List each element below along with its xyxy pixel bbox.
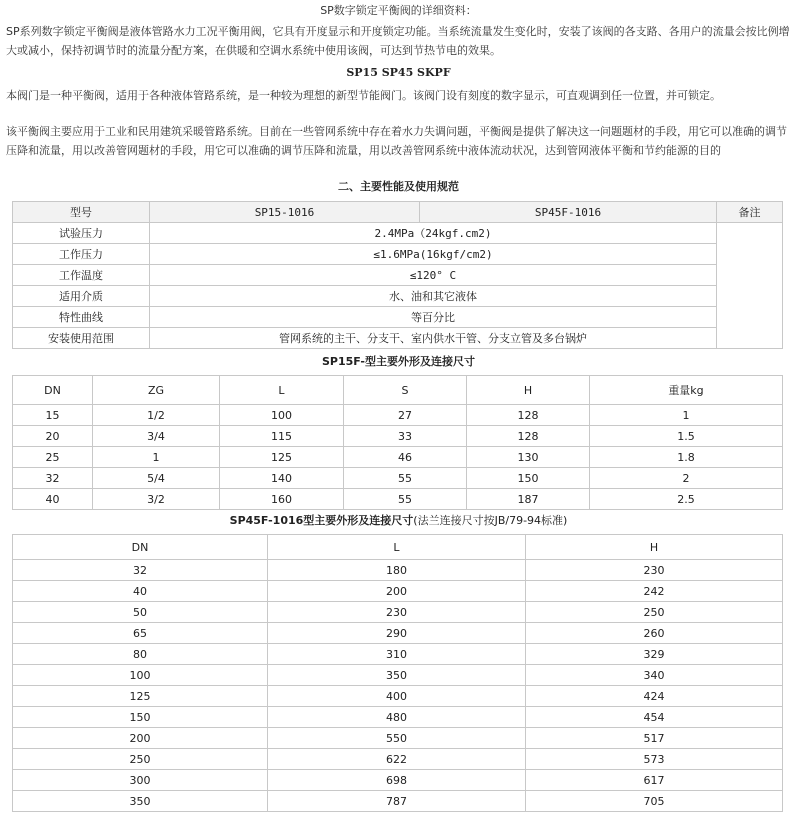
- spec-heading: 二、主要性能及使用规范: [338, 180, 459, 193]
- table-cell: 25: [13, 447, 93, 468]
- table-cell: 260: [526, 623, 783, 644]
- table-cell: 15: [13, 405, 93, 426]
- table-cell: 230: [526, 560, 783, 581]
- table-cell: 65: [13, 623, 268, 644]
- sp15-header-cell: 重量kg: [590, 376, 783, 405]
- spec-label: 适用介质: [13, 286, 150, 307]
- sp45-heading-line: [0, 512, 797, 530]
- sp45-heading-note: (法兰连接尺寸按JB/79-94标准): [413, 514, 568, 527]
- spec-label: 特性曲线: [13, 307, 150, 328]
- spec-header-sp45: SP45F-1016: [420, 202, 717, 223]
- table-row: [13, 644, 783, 665]
- models-heading: SP15 SP45 SKPF: [346, 66, 451, 79]
- table-cell: 100: [220, 405, 344, 426]
- spec-value: 管网系统的主干、分支干、室内供水干管、分支立管及多台锅炉: [150, 328, 717, 349]
- spec-row: [13, 244, 783, 265]
- table-row: [13, 489, 783, 510]
- table-cell: 27: [344, 405, 467, 426]
- table-cell: 230: [268, 602, 526, 623]
- table-cell: 180: [268, 560, 526, 581]
- sp45-heading: SP45F-1016型主要外形及连接尺寸: [229, 514, 414, 527]
- intro-paragraph: SP系列数字锁定平衡阀是液体管路水力工况平衡用阀，它具有开度显示和开度锁定功能。当系统流量发生变化时，安装了该阀的各支路、各用户的流量会按比例增大或减小，保持初调节时的流量分配方案，在供暖和空调水系统中使用该阀，可达到节热节电的效果。: [6, 25, 790, 57]
- sp15-table-body: [13, 405, 783, 510]
- table-cell: 1/2: [93, 405, 220, 426]
- spec-value: ≤120° C: [150, 265, 717, 286]
- table-cell: 787: [268, 791, 526, 812]
- table-cell: 130: [467, 447, 590, 468]
- table-cell: 350: [13, 791, 268, 812]
- spec-row: [13, 307, 783, 328]
- spec-row: [13, 265, 783, 286]
- table-row: [13, 560, 783, 581]
- table-cell: 550: [268, 728, 526, 749]
- table-cell: 454: [526, 707, 783, 728]
- sp15-header-row: [13, 376, 783, 405]
- sp45-header-row: [13, 535, 783, 560]
- spec-row: [13, 223, 783, 244]
- table-cell: 40: [13, 581, 268, 602]
- table-cell: 55: [344, 489, 467, 510]
- table-cell: 150: [13, 707, 268, 728]
- table-cell: 115: [220, 426, 344, 447]
- table-cell: 32: [13, 560, 268, 581]
- table-row: [13, 686, 783, 707]
- sp15-header-cell: L: [220, 376, 344, 405]
- spec-row: [13, 286, 783, 307]
- table-cell: 140: [220, 468, 344, 489]
- table-cell: 290: [268, 623, 526, 644]
- table-cell: 125: [220, 447, 344, 468]
- table-cell: 100: [13, 665, 268, 686]
- table-cell: 329: [526, 644, 783, 665]
- sp15-header-cell: ZG: [93, 376, 220, 405]
- table-cell: 125: [13, 686, 268, 707]
- table-cell: 40: [13, 489, 93, 510]
- table-cell: 128: [467, 405, 590, 426]
- table-cell: 310: [268, 644, 526, 665]
- application-paragraph: 该平衡阀主要应用于工业和民用建筑采暖管路系统。目前在一些管网系统中存在着水力失调问题，平衡阀是提供了解决这一问题题材的手段，用它可以准确的调节压降和流量，用以改善管网题材的手段，用它可以准确的调节压降和流量，用以改善管网系统中液体流动状况，达到管网液体平衡和节约能源的目的: [6, 125, 787, 157]
- sp15-header-cell: DN: [13, 376, 93, 405]
- table-cell: 242: [526, 581, 783, 602]
- table-cell: 3/4: [93, 426, 220, 447]
- spec-remark-cell: [717, 223, 783, 349]
- spec-header-remark: 备注: [717, 202, 783, 223]
- sp45-dimensions-table: [12, 534, 783, 812]
- spec-label: 安装使用范围: [13, 328, 150, 349]
- spec-table: [12, 201, 783, 349]
- table-cell: 32: [13, 468, 93, 489]
- table-cell: 1.5: [590, 426, 783, 447]
- table-cell: 80: [13, 644, 268, 665]
- table-row: [13, 581, 783, 602]
- sp45-table-body: [13, 560, 783, 812]
- spec-value: ≤1.6MPa(16kgf/cm2): [150, 244, 717, 265]
- spec-header-model: 型号: [13, 202, 150, 223]
- table-cell: 250: [13, 749, 268, 770]
- spec-label: 工作温度: [13, 265, 150, 286]
- table-cell: 1.8: [590, 447, 783, 468]
- sp15-heading: SP15F-型主要外形及连接尺寸: [321, 355, 476, 368]
- table-cell: 340: [526, 665, 783, 686]
- table-cell: 20: [13, 426, 93, 447]
- table-cell: 200: [13, 728, 268, 749]
- sp15-header-cell: S: [344, 376, 467, 405]
- sp15-header-cell: H: [467, 376, 590, 405]
- table-cell: 3/2: [93, 489, 220, 510]
- table-cell: 50: [13, 602, 268, 623]
- table-cell: 160: [220, 489, 344, 510]
- table-row: [13, 405, 783, 426]
- table-row: [13, 770, 783, 791]
- table-cell: 200: [268, 581, 526, 602]
- table-cell: 350: [268, 665, 526, 686]
- table-row: [13, 426, 783, 447]
- sp45-header-cell: L: [268, 535, 526, 560]
- sp15-dimensions-table: [12, 375, 783, 510]
- table-cell: 480: [268, 707, 526, 728]
- table-cell: 622: [268, 749, 526, 770]
- spec-value: 2.4MPa（24kgf.cm2): [150, 223, 717, 244]
- table-cell: 1: [93, 447, 220, 468]
- spec-header-sp15: SP15-1016: [150, 202, 420, 223]
- table-row: [13, 665, 783, 686]
- sp45-header-cell: H: [526, 535, 783, 560]
- table-row: [13, 602, 783, 623]
- table-cell: 250: [526, 602, 783, 623]
- table-cell: 705: [526, 791, 783, 812]
- table-row: [13, 707, 783, 728]
- spec-value: 等百分比: [150, 307, 717, 328]
- table-row: [13, 749, 783, 770]
- table-cell: 187: [467, 489, 590, 510]
- table-cell: 1: [590, 405, 783, 426]
- table-cell: 698: [268, 770, 526, 791]
- spec-label: 试验压力: [13, 223, 150, 244]
- table-cell: 150: [467, 468, 590, 489]
- table-cell: 2.5: [590, 489, 783, 510]
- table-cell: 573: [526, 749, 783, 770]
- table-cell: 33: [344, 426, 467, 447]
- spec-label: 工作压力: [13, 244, 150, 265]
- table-cell: 128: [467, 426, 590, 447]
- document-title: SP数字锁定平衡阀的详细资料：: [320, 4, 477, 17]
- table-cell: 424: [526, 686, 783, 707]
- table-row: [13, 728, 783, 749]
- table-cell: 46: [344, 447, 467, 468]
- table-row: [13, 447, 783, 468]
- spec-header-row: [13, 202, 783, 223]
- spec-row: [13, 328, 783, 349]
- table-row: [13, 468, 783, 489]
- table-cell: 5/4: [93, 468, 220, 489]
- table-cell: 617: [526, 770, 783, 791]
- sp45-header-cell: DN: [13, 535, 268, 560]
- table-cell: 55: [344, 468, 467, 489]
- table-cell: 400: [268, 686, 526, 707]
- table-cell: 300: [13, 770, 268, 791]
- table-row: [13, 791, 783, 812]
- table-cell: 2: [590, 468, 783, 489]
- table-cell: 517: [526, 728, 783, 749]
- table-row: [13, 623, 783, 644]
- spec-value: 水、油和其它液体: [150, 286, 717, 307]
- description-paragraph: 本阀门是一种平衡阀，适用于各种液体管路系统，是一种较为理想的新型节能阀门。该阀门设有刻度的数字显示，可直观调到任一位置，并可锁定。: [6, 89, 721, 102]
